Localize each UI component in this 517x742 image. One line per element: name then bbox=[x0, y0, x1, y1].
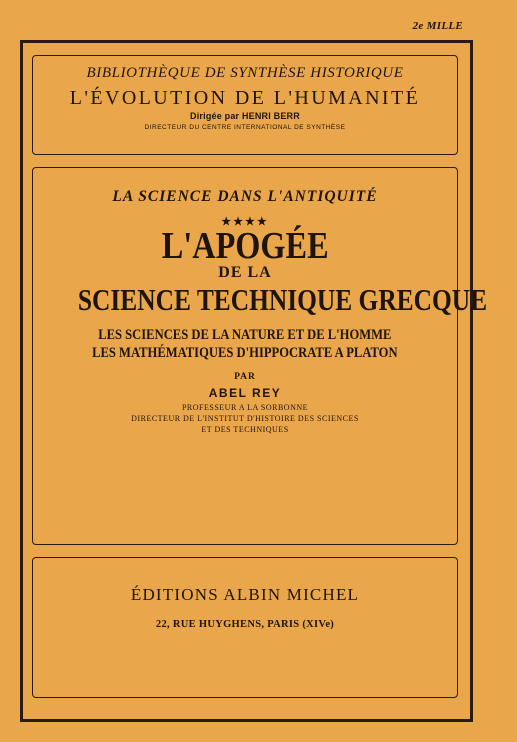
subtitle-line-1: LES SCIENCES DE LA NATURE ET DE L'HOMME bbox=[98, 327, 392, 343]
volume-stars: ★★★★ bbox=[221, 216, 269, 228]
subtitle-line-2: LES MATHÉMATIQUES D'HIPPOCRATE A PLATON bbox=[92, 345, 398, 361]
collection-panel bbox=[32, 55, 458, 155]
book-title-connector: DE LA bbox=[218, 264, 272, 281]
collection-director: Dirigée par HENRI BERR bbox=[190, 111, 300, 121]
author-title-line-2: DIRECTEUR DE L'INSTITUT D'HISTOIRE DES SCIENCES bbox=[131, 414, 359, 423]
author-title-line-3: ET DES TECHNIQUES bbox=[201, 425, 289, 434]
series-name: BIBLIOTHÈQUE DE SYNTHÈSE HISTORIQUE bbox=[86, 65, 404, 81]
title-panel bbox=[32, 167, 488, 545]
publisher-panel bbox=[32, 557, 458, 698]
author-name: ABEL REY bbox=[208, 386, 282, 400]
publisher-address: 22, RUE HUYGHENS, PARIS (XIVe) bbox=[155, 619, 335, 630]
collection-name: L'ÉVOLUTION DE L'HUMANITÉ bbox=[69, 87, 421, 109]
subseries-name: LA SCIENCE DANS L'ANTIQUITÉ bbox=[112, 188, 378, 205]
by-label: PAR bbox=[234, 372, 256, 382]
publisher-name: ÉDITIONS ALBIN MICHEL bbox=[130, 585, 360, 604]
book-title-main: L'APOGÉE bbox=[161, 225, 329, 267]
book-subtitle bbox=[92, 326, 397, 362]
edition-mark: 2e MILLE bbox=[412, 20, 463, 32]
book-title-subject: SCIENCE TECHNIQUE GRECQUE bbox=[77, 282, 488, 317]
director-title: DIRECTEUR DU CENTRE INTERNATIONAL DE SYNTHÈSE bbox=[144, 124, 346, 131]
author-title-line-1: PROFESSEUR A LA SORBONNE bbox=[181, 403, 309, 412]
